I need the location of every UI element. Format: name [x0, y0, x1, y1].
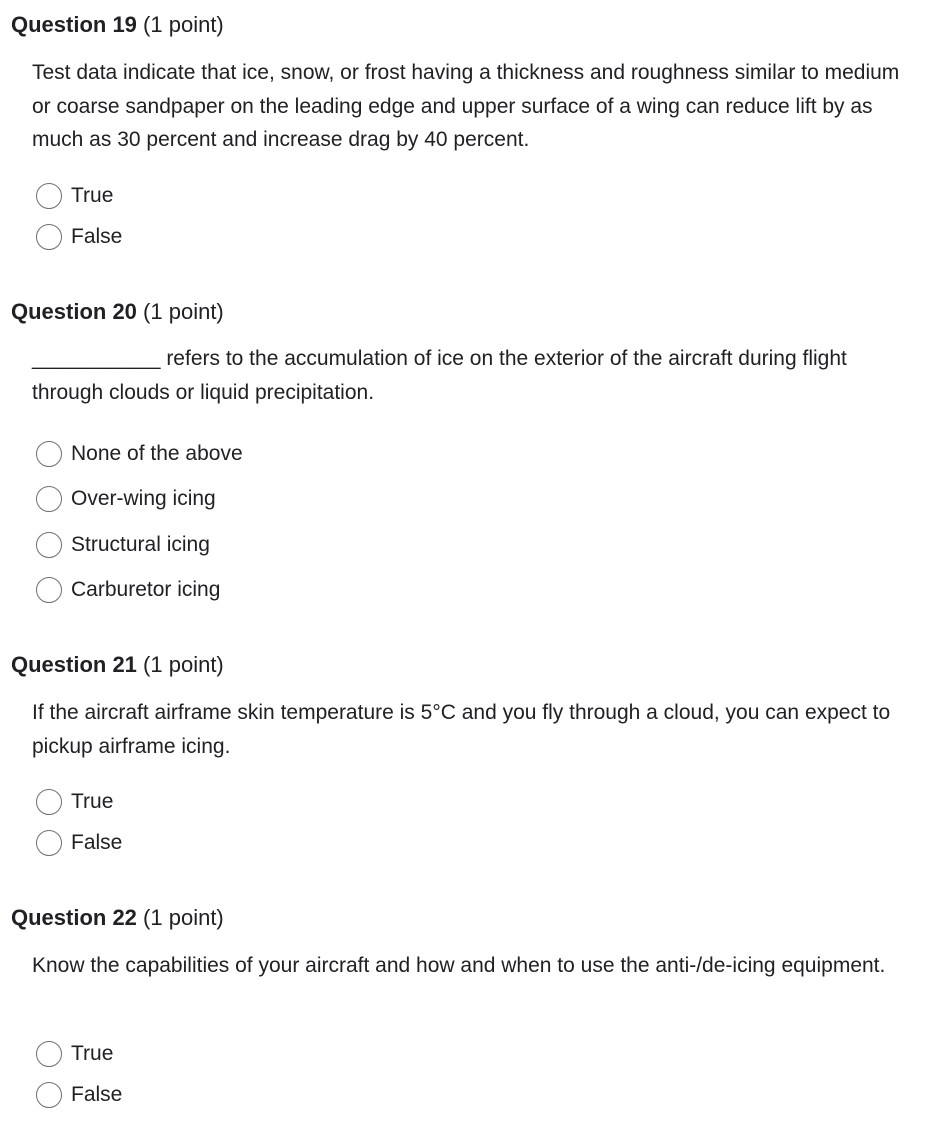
question-title: Question 19: [11, 12, 137, 37]
option-label: Structural icing: [71, 533, 210, 556]
question-header: [11, 11, 224, 39]
option-false[interactable]: [36, 1080, 122, 1110]
question-title: Question 21: [11, 652, 137, 677]
radio-button[interactable]: [36, 441, 62, 467]
question-title: Question 22: [11, 905, 137, 930]
option-label: True: [71, 1042, 114, 1065]
option-false[interactable]: [36, 828, 122, 858]
radio-button[interactable]: [36, 532, 62, 558]
question-points: (1 point): [143, 905, 224, 930]
question-text: Know the capabilities of your aircraft and how and when to use the anti-/de-icing equipment.: [32, 954, 886, 977]
question-text: [32, 342, 912, 409]
question-header: [11, 904, 224, 932]
radio-button[interactable]: [36, 183, 62, 209]
option-label: False: [71, 831, 123, 854]
option-label: False: [71, 1083, 123, 1106]
option-structural-icing[interactable]: [36, 530, 210, 560]
option-none-of-the-above[interactable]: [36, 439, 243, 469]
question-text-body: refers to the accumulation of ice on the exterior of the aircraft during flight through clouds or liquid precipitation.: [32, 347, 847, 404]
radio-button[interactable]: [36, 1041, 62, 1067]
question-points: (1 point): [143, 12, 224, 37]
question-header: [11, 651, 224, 679]
option-carburetor-icing[interactable]: [36, 575, 220, 605]
option-label: Over-wing icing: [71, 487, 216, 510]
question-points: (1 point): [143, 299, 224, 324]
question-text: If the aircraft airframe skin temperature is 5°C and you fly through a cloud, you can expect to pickup airframe icing.: [32, 701, 891, 758]
option-label: Carburetor icing: [71, 578, 221, 601]
option-true[interactable]: [36, 181, 113, 211]
radio-button[interactable]: [36, 224, 62, 250]
radio-button[interactable]: [36, 1082, 62, 1108]
option-over-wing-icing[interactable]: [36, 484, 216, 514]
radio-button[interactable]: [36, 577, 62, 603]
question-points: (1 point): [143, 652, 224, 677]
radio-button[interactable]: [36, 830, 62, 856]
question-header: [11, 298, 224, 326]
option-true[interactable]: [36, 1039, 113, 1069]
radio-button[interactable]: [36, 486, 62, 512]
option-false[interactable]: [36, 222, 122, 252]
option-label: None of the above: [71, 442, 243, 465]
question-title: Question 20: [11, 299, 137, 324]
fill-in-blank: ___________: [32, 347, 161, 370]
option-true[interactable]: [36, 787, 113, 817]
radio-button[interactable]: [36, 789, 62, 815]
option-label: True: [71, 184, 114, 207]
option-label: True: [71, 790, 114, 813]
question-text: Test data indicate that ice, snow, or frost having a thickness and roughness similar to medium or coarse sandpaper on the leading edge and upper surface of a wing can reduce lift by as much as 30 percent and increase drag by 40 percent.: [32, 61, 900, 151]
option-label: False: [71, 225, 123, 248]
